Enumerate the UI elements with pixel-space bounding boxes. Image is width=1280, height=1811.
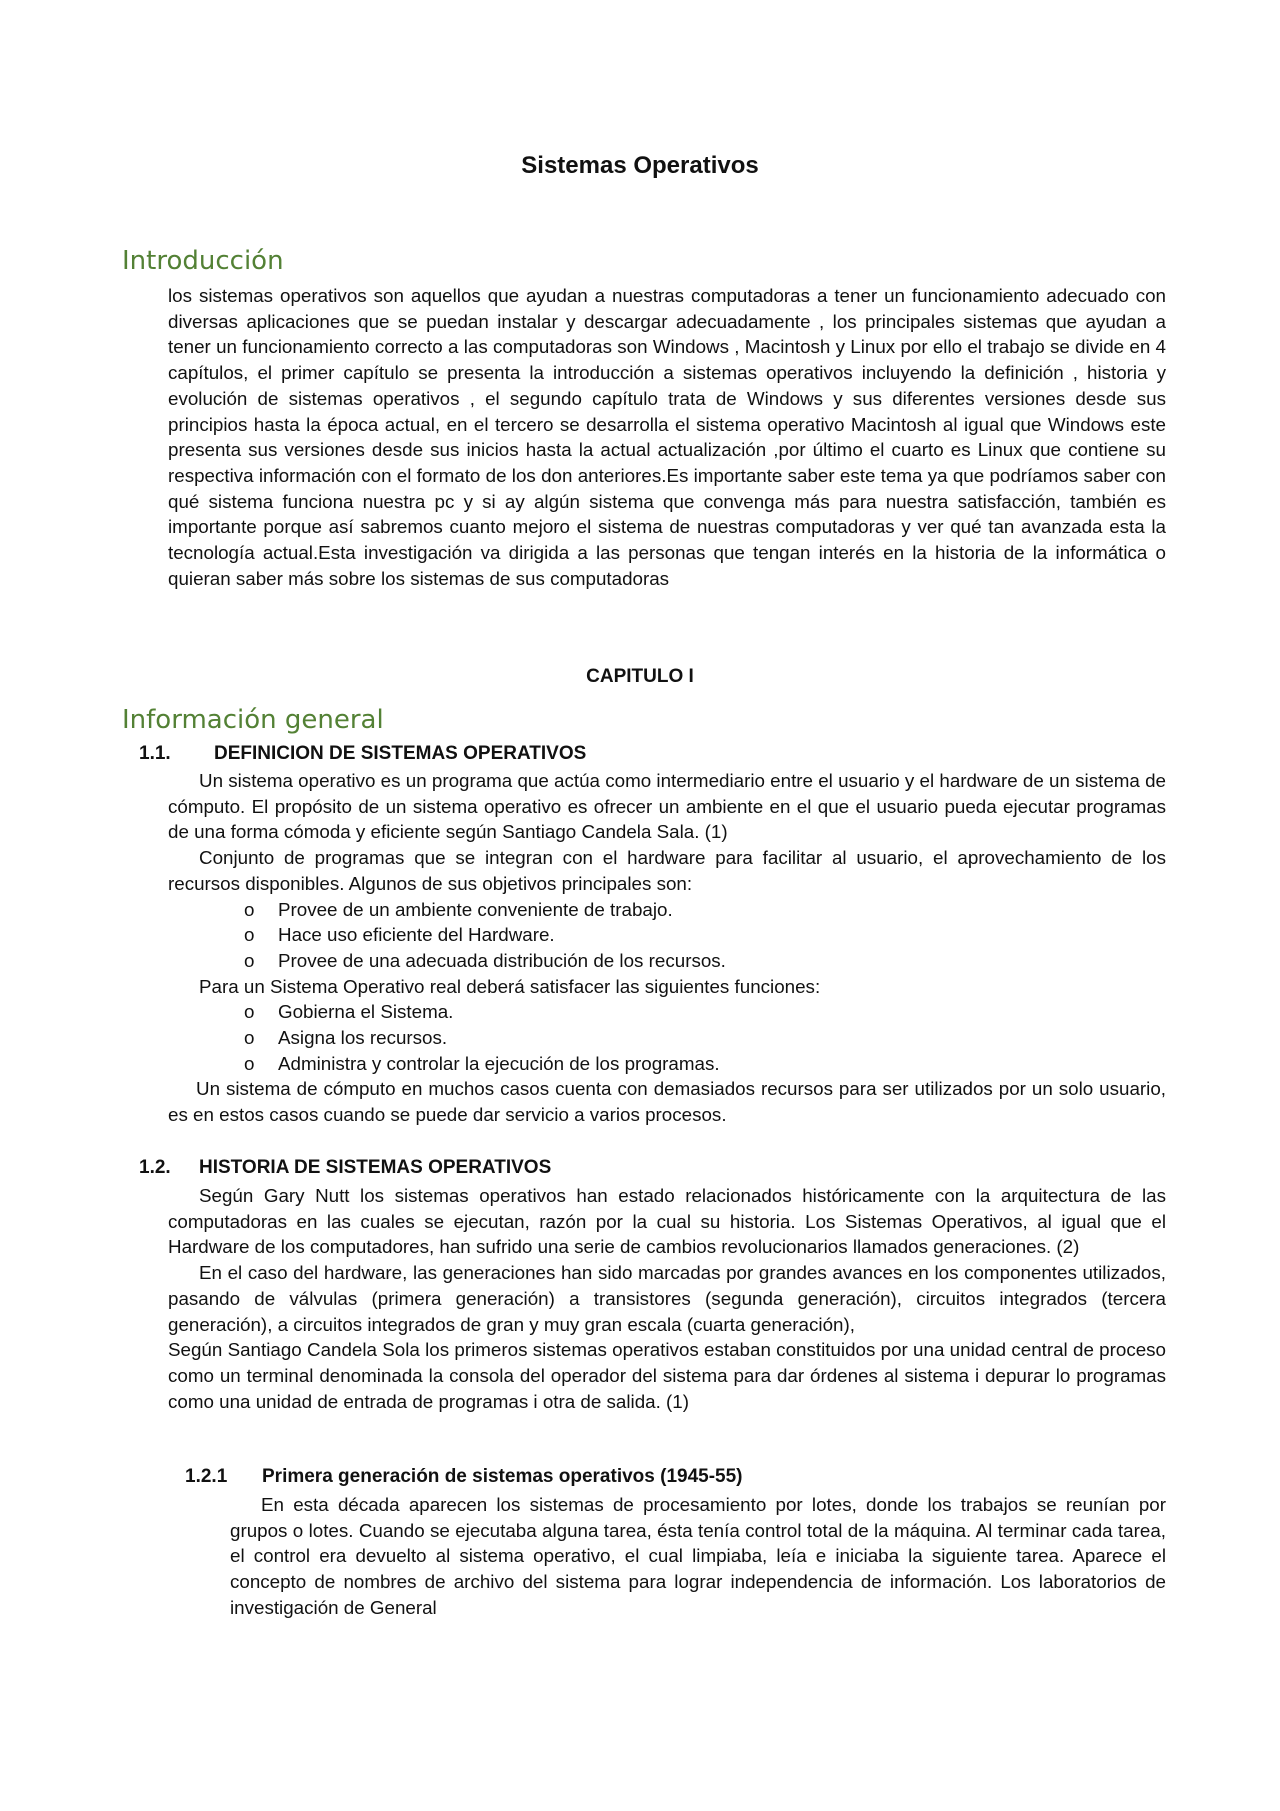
heading-informacion-general: Información general (122, 705, 384, 735)
intro-paragraph: los sistemas operativos son aquellos que ayudan a nuestras computadoras a tener un funcionamiento adecuado con diversas aplicaciones que se puedan instalar y descargar adecuadamente , los principales sistemas que ayudan a tener un funcionamiento correcto a las computadoras son Windows , Macintosh y Linux por ello el trabajo se divide en 4 capítulos, el primer capítulo se presenta la introducción a sistemas operativos incluyendo la definición , historia y evolución de sistemas operativos , el segundo capítulo trata de Windows y sus diferentes versiones desde sus principios hasta la época actual, en el tercero se desarrolla el sistema operativo Macintosh al igual que Windows este presenta sus versiones desde sus inicios hasta la actual actualización ,por último el cuarto es Linux que contiene su respectiva información con el formato de los don anteriores.Es importante saber este tema ya que podríamos saber con qué sistema funciona nuestra pc y si ay algún sistema que convenga más para nuestra satisfacción, también es importante porque así sabremos cuanto mejoro el sistema de nuestras computadoras y ver qué tan avanzada esta la tecnología actual.Esta investigación va dirigida a las personas que tengan interés en la historia de la informática o quieran saber más sobre los sistemas de sus computadoras (168, 285, 1166, 589)
paragraph: Según Santiago Candela Sola los primeros sistemas operativos estaban constituidos por una unidad central de proceso como un terminal denominada la consola del operador del sistema para dar órdenes al sistema i depurar lo programas como una unidad de entrada de programas i otra de salida. (1) (168, 1339, 1166, 1412)
section-number: 1.2.1 (185, 1466, 228, 1487)
section-number: 1.2. (139, 1157, 171, 1178)
paragraph: En esta década aparecen los sistemas de procesamiento por lotes, donde los trabajos se reunían por grupos o lotes. Cuando se ejecutaba alguna tarea, ésta tenía control total de la máquina. Al terminar cada tarea, el control era devuelto al sistema operativo, el cual limpiaba, leía e iniciaba la siguiente tarea. Aparece el concepto de nombres de archivo del sistema para lograr independencia de información. Los laboratorios de investigación de General (230, 1494, 1166, 1618)
list-item: o Gobierna el Sistema. (168, 999, 1166, 1025)
paragraph: Según Gary Nutt los sistemas operativos han estado relacionados históricamente con la arquitectura de las computadoras en las cuales se ejecutan, razón por la cual su historia. Los Sistemas Operativos, al igual que el Hardware de los computadores, han sufrido una serie de cambios revolucionarios llamados generaciones. (2) (168, 1185, 1166, 1258)
section-title: HISTORIA DE SISTEMAS OPERATIVOS (199, 1157, 552, 1178)
bullet-icon: o (244, 1052, 255, 1074)
objectives-list (168, 897, 1166, 974)
bullet-icon: o (244, 949, 255, 971)
heading-introduccion: Introducción (122, 246, 284, 276)
section-1-2-1-body (230, 1492, 1166, 1621)
list-item: o Administra y controlar la ejecución de los programas. (168, 1051, 1166, 1077)
document-title: Sistemas Operativos (521, 152, 759, 179)
section-1-2-1-heading (185, 1466, 743, 1488)
paragraph: Un sistema operativo es un programa que actúa como intermediario entre el usuario y el hardware de un sistema de cómputo. El propósito de un sistema operativo es ofrecer un ambiente en el que el usuario pueda ejecutar programas de una forma cómoda y eficiente según Santiago Candela Sala. (1) (168, 770, 1166, 843)
section-number: 1.1. (139, 743, 171, 764)
list-item: o Hace uso eficiente del Hardware. (168, 922, 1166, 948)
paragraph: Conjunto de programas que se integran con el hardware para facilitar al usuario, el aprovechamiento de los recursos disponibles. Algunos de sus objetivos principales son: (168, 847, 1166, 894)
section-title: DEFINICION DE SISTEMAS OPERATIVOS (214, 743, 587, 764)
section-1-2-body (168, 1183, 1166, 1414)
section-1-1-heading (139, 743, 586, 765)
bullet-icon: o (244, 1001, 255, 1023)
paragraph: Un sistema de cómputo en muchos casos cuenta con demasiados recursos para ser utilizados por un solo usuario, es en estos casos cuando se puede dar servicio a varios procesos. (168, 1078, 1166, 1126)
list-item: o Asigna los recursos. (168, 1025, 1166, 1051)
section-1-1-body (168, 768, 1166, 1128)
chapter-heading: CAPITULO I (586, 666, 694, 687)
intro-section (168, 283, 1166, 591)
paragraph: En el caso del hardware, las generaciones han sido marcadas por grandes avances en los componentes utilizados, pasando de válvulas (primera generación) a transistores (segunda generación), circuitos integrados (tercera generación), a circuitos integrados de gran y muy gran escala (cuarta generación), (168, 1262, 1166, 1335)
section-title: Primera generación de sistemas operativos (1945-55) (262, 1466, 743, 1487)
bullet-icon: o (244, 898, 255, 920)
list-item: o Provee de una adecuada distribución de los recursos. (168, 948, 1166, 974)
functions-list (168, 999, 1166, 1076)
section-1-2-heading (139, 1157, 551, 1179)
paragraph: Para un Sistema Operativo real deberá satisfacer las siguientes funciones: (199, 975, 821, 997)
bullet-icon: o (244, 1027, 255, 1049)
list-item: o Provee de un ambiente conveniente de trabajo. (168, 897, 1166, 923)
bullet-icon: o (244, 924, 255, 946)
